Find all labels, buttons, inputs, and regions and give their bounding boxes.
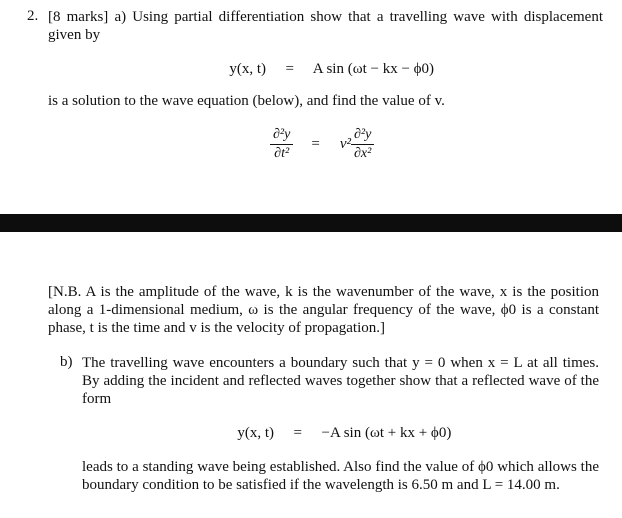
lhs-numerator: ∂²y bbox=[273, 127, 291, 142]
displacement-equation bbox=[222, 61, 434, 78]
question-intro: [8 marks] a) Using partial differentiation show that a travelling wave with displacement given by bbox=[48, 9, 603, 43]
wave-equation-coefficient: v² bbox=[339, 136, 351, 152]
wave-equation-rhs-fraction bbox=[351, 127, 374, 162]
equation-lhs: y(x, t) bbox=[229, 61, 266, 77]
solution-statement: is a solution to the wave equation (below), and find the value of v. bbox=[48, 93, 445, 109]
question-top-section bbox=[0, 0, 622, 214]
part-b-text: The travelling wave encounters a boundary such that y = 0 when x = L at all times. By adding the incident and reflected waves together show that a reflected wave of the form bbox=[82, 355, 599, 407]
rhs-denominator: ∂x² bbox=[353, 146, 372, 161]
wave-equation-equals: = bbox=[311, 136, 320, 152]
part-b-conclusion: leads to a standing wave being established. Also find the value of ϕ0 which allows the boundary condition to be satisfied if the wavelength is 6.50 m and L = 14.00 m. bbox=[82, 459, 599, 493]
question-number: 2. bbox=[27, 8, 39, 24]
reflected-equation-equals: = bbox=[293, 425, 302, 441]
lhs-denominator: ∂t² bbox=[274, 146, 290, 161]
fraction-line bbox=[351, 144, 374, 145]
question-bottom-section bbox=[0, 232, 622, 518]
reflected-wave-equation bbox=[230, 425, 451, 442]
note-paragraph: [N.B. A is the amplitude of the wave, k is the wavenumber of the wave, x is the position along a 1-dimensional medium, ω is the angular frequency of the wave, ϕ0 is a constant phase, t is the time and v is the velocity of propagation.] bbox=[48, 284, 599, 336]
rhs-numerator: ∂²y bbox=[353, 127, 372, 142]
part-b-label: b) bbox=[60, 354, 73, 370]
wave-equation bbox=[270, 127, 374, 162]
wave-equation-lhs-fraction bbox=[270, 127, 293, 162]
reflected-equation-lhs: y(x, t) bbox=[237, 425, 274, 441]
reflected-equation-rhs: −A sin (ωt + kx + ϕ0) bbox=[321, 425, 452, 441]
equation-equals: = bbox=[285, 61, 294, 77]
separator-bar bbox=[0, 214, 622, 232]
equation-rhs: A sin (ωt − kx − ϕ0) bbox=[312, 61, 435, 77]
fraction-line bbox=[270, 144, 293, 145]
